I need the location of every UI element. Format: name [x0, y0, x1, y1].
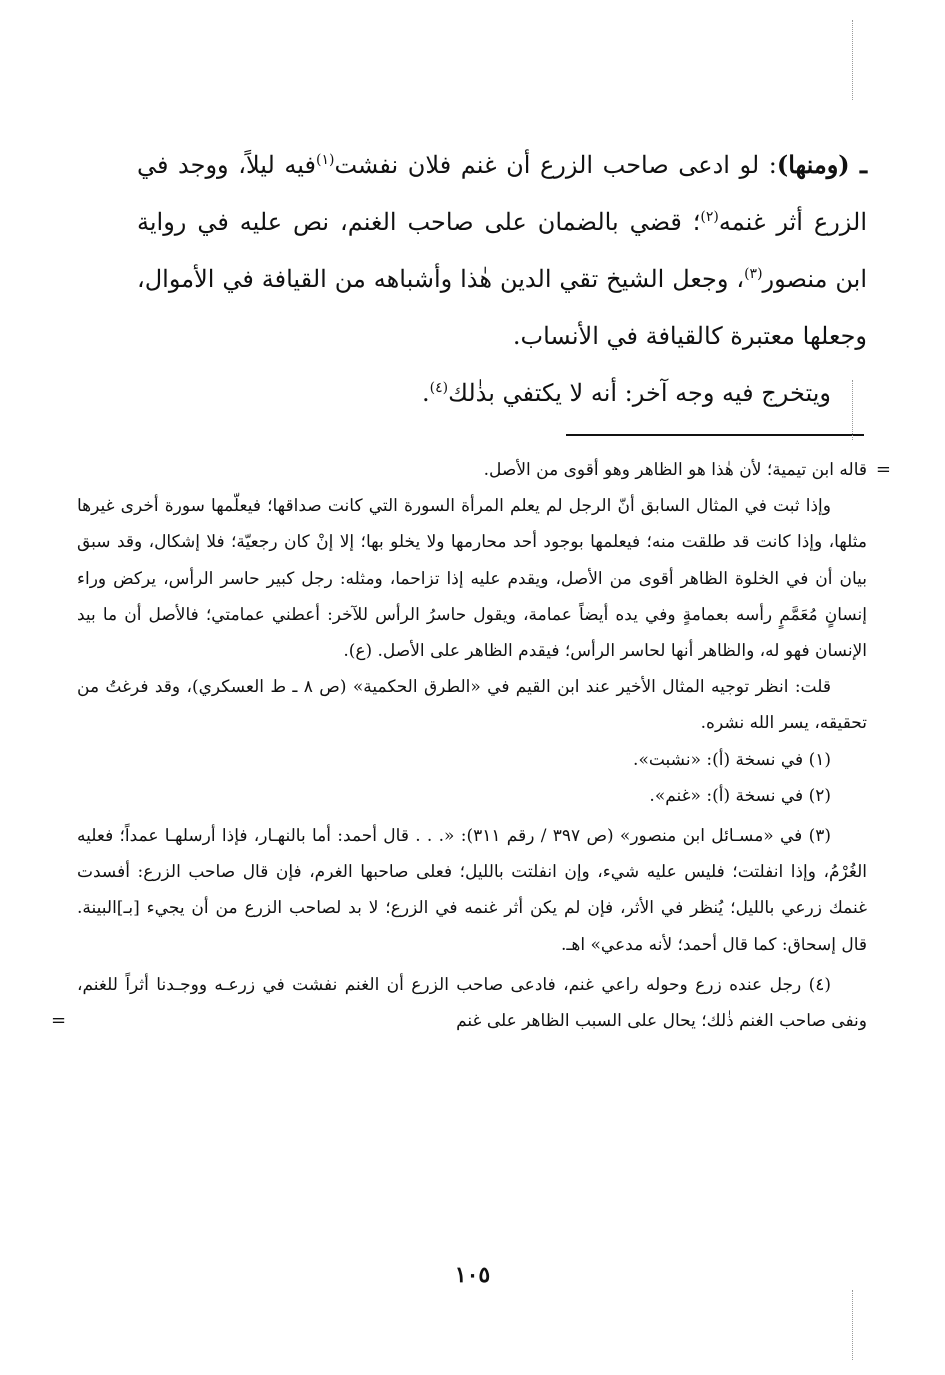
- main-paragraph-1: ـ (ومنها): لو ادعى صاحب الزرع أن غنم فلان نفشت$^{(١)}$فيه ليلاً، ووجد في الزرع أثر غنمه$^{(٢)}$؛ قضي بالضمان على صاحب الغنم، نص عليه في رواية ابن منصور$^{(٣)}$، وجعل الشيخ تقي الدين هٰذا وأشباهه من القيافة في الأموال، وجعلها معتبرة كالقيافة في الأنساب.: [137, 150, 868, 350]
- footnote-1: (١) في نسخة (أ): «نشبت».: [633, 749, 831, 770]
- footnote-2: (٢) في نسخة (أ): «غنم».: [649, 785, 831, 806]
- scan-margin-mark: [852, 20, 853, 100]
- main-text: [137, 136, 867, 422]
- footnote-ref-1[interactable]: (١): [315, 152, 335, 168]
- footnote-ref-4[interactable]: (٤): [429, 380, 449, 396]
- footnote-continuation-2: وإذا ثبت في المثال السابق أنّ الرجل لم يعلم المرأة السورة التي كانت صداقها؛ فيعلّمها سورة أخرى غيرها مثلها، وإذا كانت قد طلقت منه؛ فيعلمها بوجود أحد محارمها ولا يخلو بها؛ إلا إنْ كان رجعيّة؛ فلا إشكال، وقد سبق بيان أن في الخلوة الظاهر أقوى من الأصل، ويقدم عليه إذا تزاحما، ومثله: رجل كبير حاسر الرأس، يركض وراء إنسانٍ مُعَمَّمٍ رأسه بعمامةٍ وفي يده أيضاً عمامة، ويقول حاسرُ الرأس للآخر: أعطني عمامتي؛ فالأصل أن ما بيد الإنسان فهو له، والظاهر أنها لحاسر الرأس؛ فيقدم الظاهر على الأصل. (ع).: [77, 496, 867, 662]
- main-paragraph-2: ويتخرج فيه وجه آخر: أنه لا يكتفي بذٰلك$^{(٤)}$.: [422, 379, 831, 407]
- continuation-marker-end: =: [51, 1010, 67, 1032]
- footnotes: [51, 452, 891, 1039]
- footnote-4: (٤) رجل عنده زرع وحوله راعي غنم، فادعى صاحب الزرع أن الغنم نفشت في زرعـه ووجـدنا أثراً للغنم، ونفى صاحب الغنم ذٰلك؛ يحال على السبب الظاهر على غنم =: [77, 967, 867, 1039]
- footnote-ref-3[interactable]: (٣): [744, 266, 763, 282]
- footnote-3: (٣) في «مسـائل ابن منصور» (ص ٣٩٧ / رقم ٣١١): «. . . قال أحمد: أما بالنهـار، فإذا أرسلهـا عمداً؛ فعليه الغُرْمُ، وإذا انفلتت؛ فليس عليه شيء، وإن انفلتت بالليل؛ فعلى صاحبها الغرم، فإن قال صاحب الزرع: أفسدت غنمك زرعي بالليل؛ يُنظر في الأثر، فإن لم يكن أثر غنمه في الزرع؛ لا بد لصاحب الزرع من أن يجيء [بـ]البينة. قال إسحاق: كما قال أحمد؛ لأنه مدعي» اهـ.: [77, 826, 867, 955]
- scan-margin-mark: [852, 1290, 853, 1360]
- continuation-marker: =: [875, 459, 891, 480]
- scan-margin-mark: [852, 380, 853, 440]
- footnote-ref-2[interactable]: (٢): [700, 209, 719, 225]
- section-lead: ـ (ومنها): [776, 150, 867, 179]
- footnote-continuation: = قاله ابن تيمية؛ لأن هٰذا هو الظاهر وهو أقوى من الأصل.: [77, 452, 867, 488]
- footnote-separator: [566, 434, 864, 436]
- footnote-continuation-3: قلت: انظر توجيه المثال الأخير عند ابن القيم في «الطرق الحكمية» (ص ٨ ـ ط العسكري)، وقد فرغتُ من تحقيقه، يسر الله نشره.: [77, 677, 867, 734]
- page-number: ١٠٥: [454, 1262, 491, 1288]
